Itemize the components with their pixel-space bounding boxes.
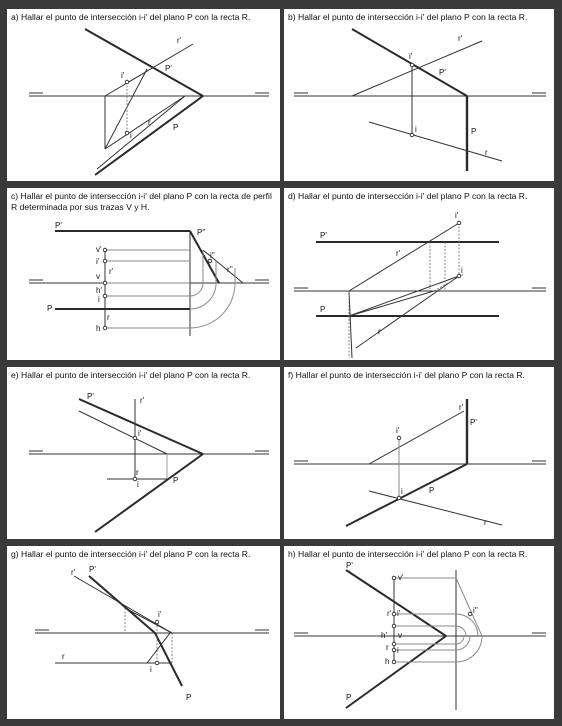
auxiliary-line <box>349 291 434 316</box>
point-i-prime <box>125 80 129 84</box>
label-i: i <box>415 125 417 134</box>
plane-p-horizontal-trace <box>95 454 203 532</box>
label-r-prime: r' <box>458 34 463 43</box>
point-i-prime <box>397 436 401 440</box>
label-i: i <box>150 665 152 674</box>
point-i-prime <box>457 221 461 225</box>
label-p: P <box>346 693 352 702</box>
auxiliary-line <box>147 633 170 663</box>
panel-a-drawing <box>7 9 280 181</box>
line-r-prime <box>74 576 172 633</box>
line-r-prime <box>352 41 482 96</box>
label-i-second: i'' <box>210 251 215 260</box>
label-r-prime: r' <box>459 403 464 412</box>
panel-d-title: d) Hallar el punto de intersección i-i' del plano P con la recta R. <box>288 191 528 201</box>
label-r: r <box>378 327 381 336</box>
line-r-prime <box>369 411 464 464</box>
panel-h-title: h) Hallar el punto de intersección i-i' del plano P con la recta R. <box>288 549 528 559</box>
projection-lines <box>125 608 172 663</box>
line-r <box>369 491 502 525</box>
label-i-prime: i' <box>397 609 401 618</box>
label-r: r <box>107 313 110 322</box>
label-r-prime: r' <box>177 36 182 45</box>
label-r: r <box>386 643 389 652</box>
label-p-prime: P' <box>165 64 172 73</box>
label-i-prime: i' <box>138 429 142 438</box>
panel-e-title: e) Hallar el punto de intersección i-i' del plano P con la recta R. <box>11 370 251 380</box>
label-i: i <box>397 646 399 655</box>
panel-g-title: g) Hallar el punto de intersección i-i' del plano P con la recta R. <box>11 549 251 559</box>
plane-p-vertical-trace <box>352 29 467 96</box>
plane-p-horizontal-trace <box>346 464 467 526</box>
label-r-prime: r' <box>396 249 401 258</box>
panel-a <box>7 9 280 181</box>
panel-d <box>284 188 554 360</box>
panel-c <box>7 188 280 360</box>
ground-line <box>29 93 269 96</box>
label-r: r <box>148 118 151 127</box>
panel-g-drawing <box>7 546 280 719</box>
plane-p-vertical-trace <box>85 29 203 96</box>
label-p: P <box>47 304 53 313</box>
panel-b-title: b) Hallar el punto de intersección i-i' del plano P con la recta R. <box>288 12 528 22</box>
point-i <box>397 496 401 500</box>
line-r <box>349 276 459 316</box>
projection-arcs <box>105 250 235 328</box>
ground-line <box>29 451 269 454</box>
label-r-prime: r' <box>140 396 145 405</box>
auxiliary-line <box>125 608 172 633</box>
point-i-prime <box>410 63 414 67</box>
plane-p-vertical-trace <box>79 399 203 454</box>
label-i-prime: i' <box>409 52 413 61</box>
panel-g <box>7 546 280 719</box>
panel-f <box>284 367 554 539</box>
label-i: i <box>401 487 403 496</box>
panel-e-drawing <box>7 367 280 539</box>
panel-b-drawing <box>284 9 554 181</box>
label-r: r <box>62 652 65 661</box>
panel-c-drawing <box>7 188 280 360</box>
point-i-prime <box>155 620 159 624</box>
label-h: h <box>385 657 390 666</box>
plane-p-vertical-trace <box>89 576 155 633</box>
plane-p-horizontal-trace <box>346 636 446 708</box>
ground-line <box>294 633 546 636</box>
panel-e <box>7 367 280 539</box>
label-v: v <box>398 631 402 640</box>
line-r <box>349 291 352 358</box>
label-i-prime: i' <box>455 211 459 220</box>
line-r-prime <box>349 223 459 291</box>
label-r: r <box>136 468 139 477</box>
label-i: i <box>130 131 132 140</box>
label-r-second: r'' <box>227 265 233 274</box>
plane-p-horizontal-trace <box>155 633 182 686</box>
label-p-prime: P' <box>346 561 353 570</box>
label-r-prime: r' <box>109 267 114 276</box>
label-h-prime: h' <box>381 631 387 640</box>
label-r: r <box>484 518 487 527</box>
panel-f-title: f) Hallar el punto de intersección i-i' del plano P con la recta R. <box>288 370 525 380</box>
panel-a-title: a) Hallar el punto de intersección i-i' del plano P con la recta R. <box>11 12 251 22</box>
label-r-prime: r' <box>71 568 76 577</box>
panel-h-drawing <box>284 546 554 719</box>
label-i-prime: i' <box>396 426 400 435</box>
label-p: P <box>320 305 326 314</box>
label-p-prime: P' <box>320 231 327 240</box>
label-h-prime: h' <box>96 286 102 295</box>
label-p: P <box>471 127 477 136</box>
label-p: P <box>429 486 435 495</box>
label-i: i <box>137 480 139 489</box>
point-i <box>125 131 129 135</box>
label-p-prime: P' <box>87 392 94 401</box>
point-i-prime <box>133 436 137 440</box>
label-p-prime: P' <box>89 565 96 574</box>
projection-arcs <box>394 578 482 662</box>
label-r-prime: r' <box>387 609 392 618</box>
label-p-prime: P' <box>439 68 446 77</box>
label-p: P <box>173 476 179 485</box>
label-i-prime: i' <box>96 257 100 266</box>
label-i-prime: i' <box>121 71 125 80</box>
label-r: r <box>485 148 488 157</box>
panel-h <box>284 546 554 719</box>
ground-line <box>294 461 546 464</box>
label-i: i <box>98 295 100 304</box>
label-i-prime: i' <box>158 610 162 619</box>
panel-d-drawing <box>284 188 554 360</box>
panel-b <box>284 9 554 181</box>
label-p: P <box>186 693 192 702</box>
label-p-prime: P' <box>55 221 62 230</box>
line-r-prime <box>105 44 193 96</box>
point-i <box>410 133 414 137</box>
label-i: i <box>461 266 463 275</box>
label-v: v <box>96 272 100 281</box>
line-r <box>97 96 185 169</box>
points <box>392 576 472 664</box>
points <box>103 248 212 330</box>
label-i-second: i'' <box>473 606 478 615</box>
label-h: h <box>96 324 101 333</box>
point-i <box>155 661 159 665</box>
label-p: P <box>173 123 179 132</box>
line-r <box>369 122 502 161</box>
panel-f-drawing <box>284 367 554 539</box>
label-p-second: P'' <box>197 228 206 237</box>
auxiliary-line <box>356 276 459 348</box>
label-v-prime: v' <box>96 245 102 254</box>
label-p-prime: P' <box>470 418 477 427</box>
ground-line <box>294 93 546 96</box>
plane-p-horizontal-trace <box>95 96 203 175</box>
panel-c-title: c) Hallar el punto de intersección i-i' del plano P con la recta de perfil R determinada por sus trazas V y H. <box>11 191 272 212</box>
label-v-prime: v' <box>398 573 404 582</box>
